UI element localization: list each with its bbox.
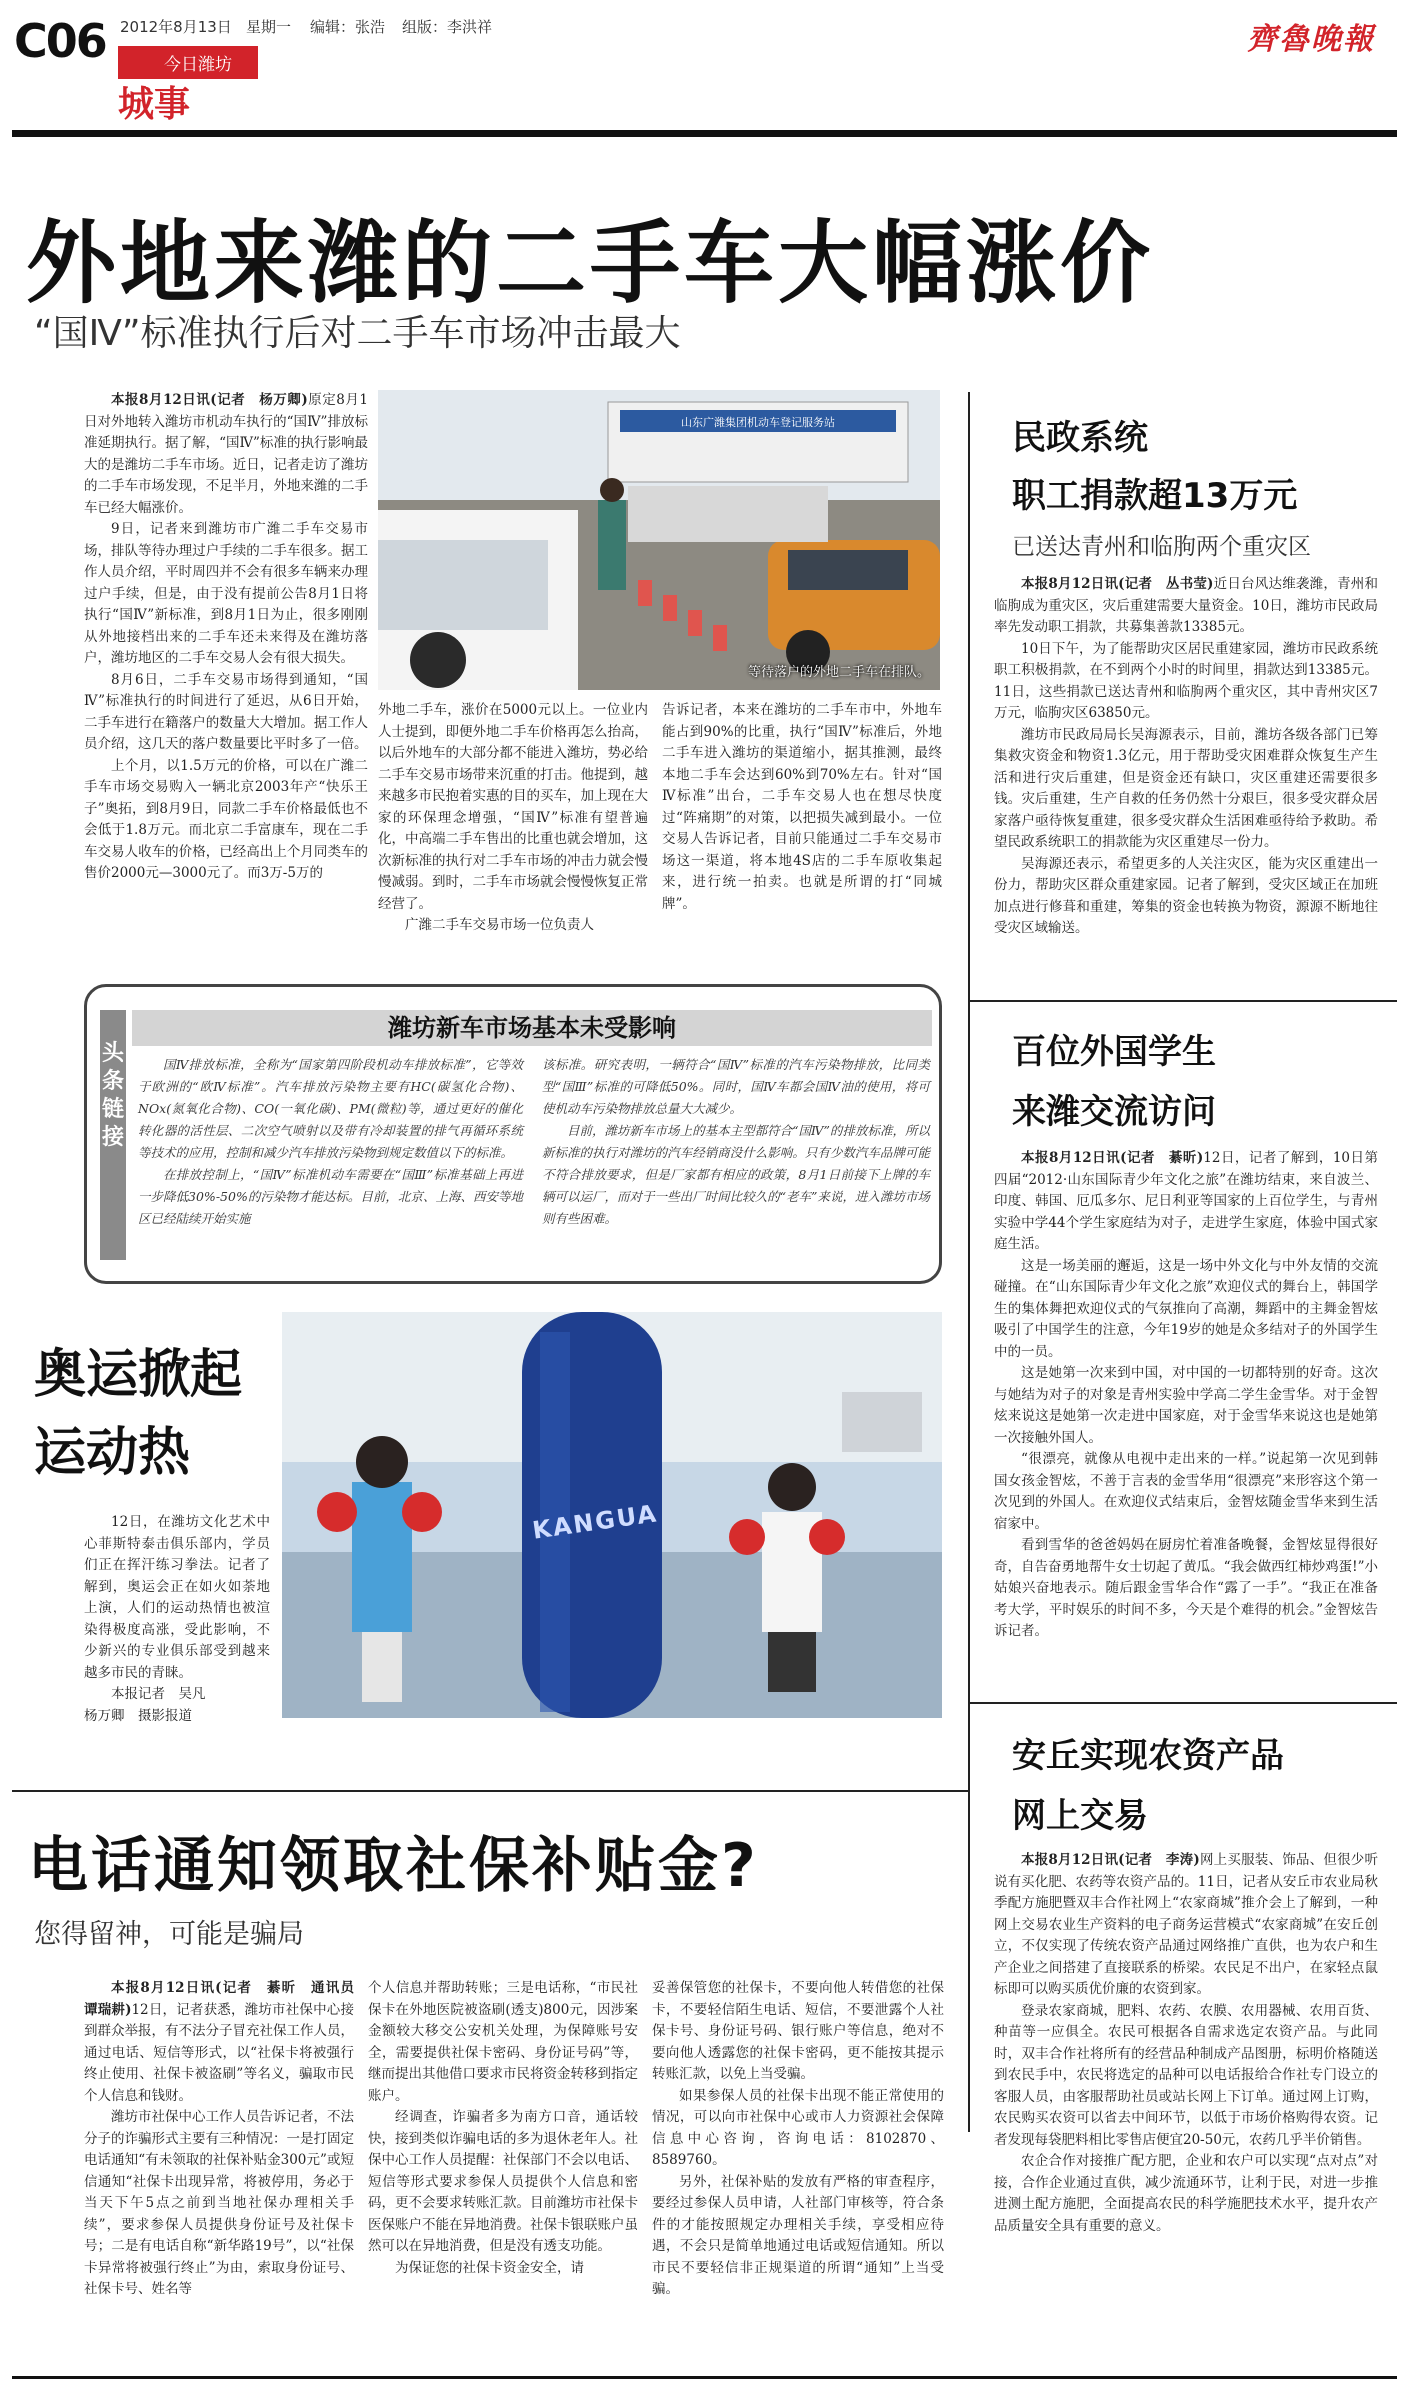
page-number: C06	[14, 14, 106, 68]
scam-column-3	[652, 1978, 944, 2301]
section-tag: 今日潍坊	[118, 46, 258, 79]
lead-column-3	[662, 700, 942, 915]
sports-body: 12日，在潍坊文化艺术中心菲斯特泰击俱乐部内，学员们正在挥汗练习拳法。记者了解到，奥运会正在如火如荼地上演，人们的运动热情也被渲染得极度高涨，受此影响，不少新兴的专业俱乐部受到越来越多市民的青睐。	[84, 1514, 270, 1681]
link-box-paragraph-3: 该标准。研究表明，一辆符合“国Ⅳ”标准的汽车污染物排放，比同类型“国Ⅲ”标准的可降低50%。同时，国Ⅳ车都会国Ⅳ油的使用，将可使机动车污染物排放总量大大减少。	[542, 1057, 930, 1116]
lead-paragraph-2: 9日，记者来到潍坊市广潍二手车交易市场，排队等待办理过户手续的二手车很多。据工作人员介绍，平时周四并不会有很多车辆来办理过户手续，但是，由于没有提前公告8月1日将执行“国Ⅳ”新标准，到8月1日为止，很多刚刚从外地接档出来的二手车还未来得及在潍坊落户，潍坊地区的二手车交易人会有很大损失。	[84, 521, 368, 666]
section-rule	[12, 1790, 968, 1792]
link-box-title: 潍坊新车市场基本未受影响	[132, 1010, 932, 1046]
editor-credit: 编辑：张浩	[310, 18, 386, 36]
brand-logo: 齊魯晚報	[1247, 22, 1375, 57]
foreign-students-paragraph-5: 看到雪华的爸爸妈妈在厨房忙着准备晚餐，金智炫显得很好奇，自告奋勇地帮牛女士切起了黄瓜。“我会做西红柿炒鸡蛋!”小姑娘兴奋地表示。随后跟金雪华合作“露了一手”。“我正在准备考大学，平时娱乐的时间不多，今天是个难得的机会。”金智炫告诉记者。	[994, 1537, 1378, 1639]
right-rule-1	[968, 1000, 1397, 1002]
anqiu-paragraph-1: 网上买服装、饰品、但很少听说有买化肥、农药等农资产品的。11日，记者从安丘市农业局秋季配方施肥暨双丰合作社网上“农家商城”推介会上了解到，一种网上交易农业生产资料的电子商务运营模式“农家商城”在安丘创立，不仅实现了传统农资产品通过网络推广直供，也为农户和生产企业之间搭建了直接联系的桥梁。农民足不出户，在家轻点鼠标即可以购买质优价廉的农资到家。	[994, 1852, 1378, 1997]
link-box-column-2	[542, 1054, 930, 1230]
right-rule-2	[968, 1702, 1397, 1704]
used-cars-photo-illustration	[378, 390, 940, 690]
civil-affairs-paragraph-4: 吴海源还表示，希望更多的人关注灾区，能为灾区重建出一份力，帮助灾区群众重建家园。记者了解到，受灾区域正在加班加点进行修葺和重建，筹集的资金也转换为物资，源源不断地往受灾区域输送。	[994, 855, 1378, 936]
foreign-students-headline-line-2: 来潍交流访问	[1012, 1092, 1216, 1132]
anqiu-paragraph-2: 登录农家商城，肥料、农药、农膜、农用器械、农用百货、种苗等一应俱全。农民可根据各自需求选定农资产品。与此同时，双丰合作社将所有的经营品种制成产品图册，标明价格随送到农民手中，农民将选定的品种可以电话报给合作社专门设立的客服人员，由客服帮助社员或站长网上下订单。通过网上订购，农民购买农资可以省去中间环节，以低于市场价格购得农资。记者发现每袋肥料相比零售店便宜20-50元，农药几乎半价销售。	[994, 2002, 1378, 2148]
link-box-label: 头条链接	[100, 1010, 126, 1260]
scam-paragraph-7: 如果参保人员的社保卡出现不能正常使用的情况，可以向市社保中心或市人力资源社会保障信息中心咨询，咨询电话：8102870、8589760。	[652, 2087, 944, 2168]
sports-caption	[84, 1512, 270, 1727]
masthead	[0, 0, 1409, 140]
civil-affairs-body	[994, 574, 1378, 940]
civil-affairs-paragraph-2: 10日下午，为了能帮助灾区居民重建家园，潍坊市民政系统职工积极捐款，在不到两个小时的时间里，捐款达到13385元。11日，这些捐款已送达青州和临朐两个重灾区，其中青州灾区7万元，临朐灾区63850元。	[994, 640, 1378, 721]
scam-paragraph-6: 妥善保管您的社保卡，不要向他人转借您的社保卡，不要轻信陌生电话、短信，不要泄露个人社保卡号、身份证号码、银行账户等信息，绝对不要向他人透露您的社保卡密码，更不能按其提示转账汇款，以免上当受骗。	[652, 1980, 944, 2082]
civil-affairs-byline: 本报8月12日讯(记者 丛书莹)	[1021, 576, 1214, 592]
civil-affairs-headline-line-1: 民政系统	[1012, 418, 1148, 458]
photo-used-cars-queue	[378, 390, 940, 690]
punching-bag-brand: KANGUA	[530, 1499, 660, 1545]
civil-affairs-subhead: 已送达青州和临朐两个重灾区	[1012, 534, 1311, 560]
sports-credit-2: 杨万卿 摄影报道	[84, 1707, 192, 1724]
foreign-students-paragraph-4: “很漂亮，就像从电视中走出来的一样。”说起第一次见到韩国女孩金智炫，不善于言表的金雪华用“很漂亮”来形容这个第一次见到的外国人。在欢迎仪式结束后，金智炫随金雪华来到生活宿家中。	[994, 1451, 1378, 1532]
scam-paragraph-1: 12日，记者获悉，潍坊市社保中心接到群众举报，有不法分子冒充社保工作人员，通过电话、短信等形式，以“社保卡将被强行终止使用、社保卡被盗刷”等名义，骗取市民个人信息和钱财。	[84, 2001, 354, 2104]
top-rule	[12, 130, 1397, 137]
sports-headline-line-1: 奥运掀起	[34, 1345, 243, 1405]
lead-paragraph-1: 原定8月1日对外地转入潍坊市机动车执行的“国Ⅳ”排放标准延期执行。据了解，“国Ⅳ”标准的执行影响最大的是潍坊二手车市场。近日，记者走访了潍坊的二手车市场发现，不足半月，外地来潍的二手车已经大幅涨价。	[84, 392, 368, 516]
lead-paragraph-5: 外地二手车，涨价在5000元以上。一位业内人士提到，即便外地二手车价格再怎么抬高，以后外地车的大部分都不能进入潍坊，势必给二手车交易市场带来沉重的打击。他提到，越来越多市民抱着实惠的目的买车，加上现在大家的环保理念增强，“国Ⅳ”标准有望普遍化，中高端二手车售出的比重也就会增加，这次新标准的执行对二手车市场的冲击力就会慢慢减弱。到时，二手车市场就会慢慢恢复正常经营了。	[378, 702, 648, 912]
anqiu-paragraph-3: 农企合作对接推广配方肥，企业和农户可以实现“点对点”对接，合作企业通过直供，减少流通环节，让利于民，对进一步推进测土配方施肥，全面提高农民的科学施肥技术水平，提升农产品质量安全具有重要的意义。	[994, 2153, 1378, 2234]
scam-headline: 电话通知领取社保补贴金?	[28, 1831, 759, 1901]
column-divider	[968, 392, 970, 2132]
sports-headline-line-2: 运动热	[34, 1423, 191, 1483]
civil-affairs-paragraph-1: 近日台风达维袭潍，青州和临朐成为重灾区，灾后重建需要大量资金。10日，潍坊市民政局率先发动职工捐款，共募集善款13385元。	[994, 576, 1378, 635]
photo-caption: 等待落户的外地二手车在排队。	[747, 665, 930, 680]
sports-headline	[34, 1336, 242, 1492]
anqiu-body	[994, 1850, 1378, 2237]
sports-credit-1: 本报记者 吴凡	[111, 1686, 206, 1702]
lead-headline: 外地来潍的二手车大幅涨价	[26, 211, 1154, 316]
lead-column-1	[84, 390, 368, 885]
scam-column-1	[84, 1978, 368, 2301]
anqiu-headline-line-2: 网上交易	[1012, 1796, 1148, 1836]
lead-paragraph-3: 8月6日，二手车交易市场得到通知，“国Ⅳ”标准执行的时间进行了延迟，从6日开始，二手车进行在籍落户的数量大大增加。据工作人员介绍，这几天的落户数量要比平时多了一倍。	[84, 671, 368, 752]
lead-paragraph-4: 上个月，以1.5万元的价格，可以在广潍二手车市场交易购入一辆北京2003年产“快乐王子”奥拓，到8月9日，同款二手车价格最低也不会低于1.8万元。而北京二手富康车，现在二手车交易人收车的价格，已经高出上个月同类车的售价2000元—3000元了。而3万-5万的	[84, 757, 368, 881]
lead-subhead: “国Ⅳ”标准执行后对二手车市场冲击最大	[34, 313, 681, 354]
foreign-students-byline: 本报8月12日讯(记者 綦昕)	[1021, 1150, 1204, 1166]
link-box-column-1	[138, 1054, 523, 1230]
link-box-paragraph-1: 国Ⅳ排放标准，全称为“国家第四阶段机动车排放标准”，它等效于欧洲的“欧Ⅳ标准”。汽车排放污染物主要有HC(碳氢化合物)、NOx(氮氧化合物)、CO(一氧化碳)、PM(微粒)等，通过更好的催化转化器的活性层、二次空气喷射以及带有冷却装置的排气再循环系统等技术的应用，控制和减少汽车排放污染物到规定数值以下的标准。	[138, 1057, 523, 1160]
foreign-students-body	[994, 1148, 1378, 1643]
anqiu-byline: 本报8月12日讯(记者 李涛)	[1021, 1852, 1200, 1868]
scam-paragraph-3: 个人信息并帮助转账；三是电话称，“市民社保卡在外地医院被盗刷(透支)800元，因涉案金额较大移交公安机关处理，为保障账号安全，需要提供社保卡密码、身份证号码”等，继而提出其他借口要求市民将资金转移到指定账户。	[368, 1980, 638, 2104]
lead-paragraph-7: 告诉记者，本来在潍坊的二手车市中，外地车能占到90%的比重，执行“国Ⅳ”标准后，外地二手车进入潍坊的渠道缩小，据其推测，最终本地二手车会达到60%到70%左右。针对“国Ⅳ标准”出台，二手车交易人也在想尽快度过“阵痛期”的对策，以把损失减到最小。一位交易人告诉记者，目前只能通过二手车交易市场这一渠道，将本地4S店的二手车原收集起来，进行统一拍卖。也就是所谓的打“同城牌”。	[662, 702, 942, 912]
issue-weekday: 星期一	[246, 18, 292, 36]
link-box-paragraph-2: 在排放控制上，“国Ⅳ”标准机动车需要在“国Ⅲ”标准基础上再进一步降低30%-50%的污染物才能达标。目前，北京、上海、西安等地区已经陆续开始实施	[138, 1167, 523, 1226]
photo-boxing-club	[282, 1312, 942, 1718]
foreign-students-paragraph-3: 这是她第一次来到中国，对中国的一切都特别的好奇。这次与她结为对子的对象是青州实验中学高二学生金雪华。对于金智炫来说这是她第一次走进中国家庭，对于金雪华来说这也是她第一次接触外国人。	[994, 1365, 1378, 1446]
link-box-paragraph-4: 目前，潍坊新车市场上的基本主型都符合“国Ⅳ”的排放标准，所以新标准的执行对潍坊的汽车经销商没什么影响。只有少数汽车品牌可能不符合排放要求，但是厂家都有相应的政策，8月1日前接下上牌的车辆可以运厂，而对于一些出厂时间比较久的“老车”来说，进入潍坊市场则有些困难。	[542, 1123, 930, 1226]
scam-paragraph-4: 经调查，诈骗者多为南方口音，通话较快，接到类似诈骗电话的多为退休老年人。社保中心工作人员提醒：社保部门不会以电话、短信等形式要求参保人员提供个人信息和密码，更不会要求转账汇款。目前潍坊市社保卡医保账户不能在异地消费。社保卡银联账户虽然可以在异地消费，但是没有透支功能。	[368, 2109, 638, 2254]
civil-affairs-paragraph-3: 潍坊市民政局局长吴海源表示，目前，潍坊各级各部门已筹集救灾资金和物资1.3亿元，用于帮助受灾困难群众恢复生产生活和进行灾后重建，但是资金还有缺口，灾区重建还需要很多钱。灾后重建，生产自救的任务仍然十分艰巨，很多受灾群众居家落户亟待恢复重建，很多受灾群众生活困难亟待给予救助。希望民政系统职工的捐款能为灾区重建尽一份力。	[994, 726, 1378, 850]
scam-column-2	[368, 1978, 638, 2279]
scam-subhead: 您得留神，可能是骗局	[34, 1919, 304, 1950]
lead-byline: 本报8月12日讯(记者 杨万卿)	[111, 392, 308, 408]
issue-date: 2012年8月13日	[120, 18, 232, 36]
scam-paragraph-8: 另外，社保补贴的发放有严格的审查程序，要经过参保人员申请，人社部门审核等，符合条件的才能按照规定办理相关手续，享受相应待遇，不会只是简单地通过电话或短信通知。所以市民不要轻信非正规渠道的所谓“通知”上当受骗。	[652, 2173, 944, 2297]
foreign-students-paragraph-1: 12日，记者了解到，10日第四届“2012·山东国际青少年文化之旅”在潍坊结束，来自波兰、印度、韩国、厄瓜多尔、尼日利亚等国家的上百位学生，与青州实验中学44个学生家庭结为对子，走进学生家庭，体验中国式家庭生活。	[994, 1150, 1378, 1252]
section-name: 城事	[118, 84, 191, 125]
lead-paragraph-6: 广潍二手车交易市场一位负责人	[405, 917, 594, 933]
photo-banner-text: 山东广潍集团机动车登记服务站	[681, 416, 835, 429]
foreign-students-paragraph-2: 这是一场美丽的邂逅，这是一场中外文化与中外友情的交流碰撞。在“山东国际青少年文化之旅”欢迎仪式的舞台上，韩国学生的集体舞把欢迎仪式的气氛推向了高潮，舞蹈中的主舞金智炫吸引了中国学生的注意，今年19岁的她是众多结对子的外国学生中的一员。	[994, 1257, 1378, 1360]
lead-column-2	[378, 700, 648, 937]
foreign-students-headline-line-1: 百位外国学生	[1012, 1032, 1216, 1072]
bottom-rule	[12, 2376, 1397, 2379]
anqiu-headline-line-1: 安丘实现农资产品	[1012, 1736, 1284, 1776]
scam-paragraph-5: 为保证您的社保卡资金安全，请	[395, 2259, 584, 2276]
layout-credit: 组版：李洪祥	[402, 18, 493, 36]
scam-byline: 本报8月12日讯(记者 綦昕 通讯员 谭瑞耕)	[84, 1980, 368, 2018]
scam-paragraph-2: 潍坊市社保中心工作人员告诉记者，不法分子的诈骗形式主要有三种情况：一是打固定电话通知“有未领取的社保补贴金300元”或短信通知“社保卡出现异常，将被停用，务必于当天下午5点之前到当地社保办理相关手续”，要求参保人员提供身份证号及社保卡号；二是有电话自称“新华路19号”，以“社保卡异常将被强行终止”为由，索取身份证号、社保卡号、姓名等	[84, 2109, 354, 2297]
civil-affairs-headline-line-2: 职工捐款超13万元	[1012, 476, 1298, 516]
